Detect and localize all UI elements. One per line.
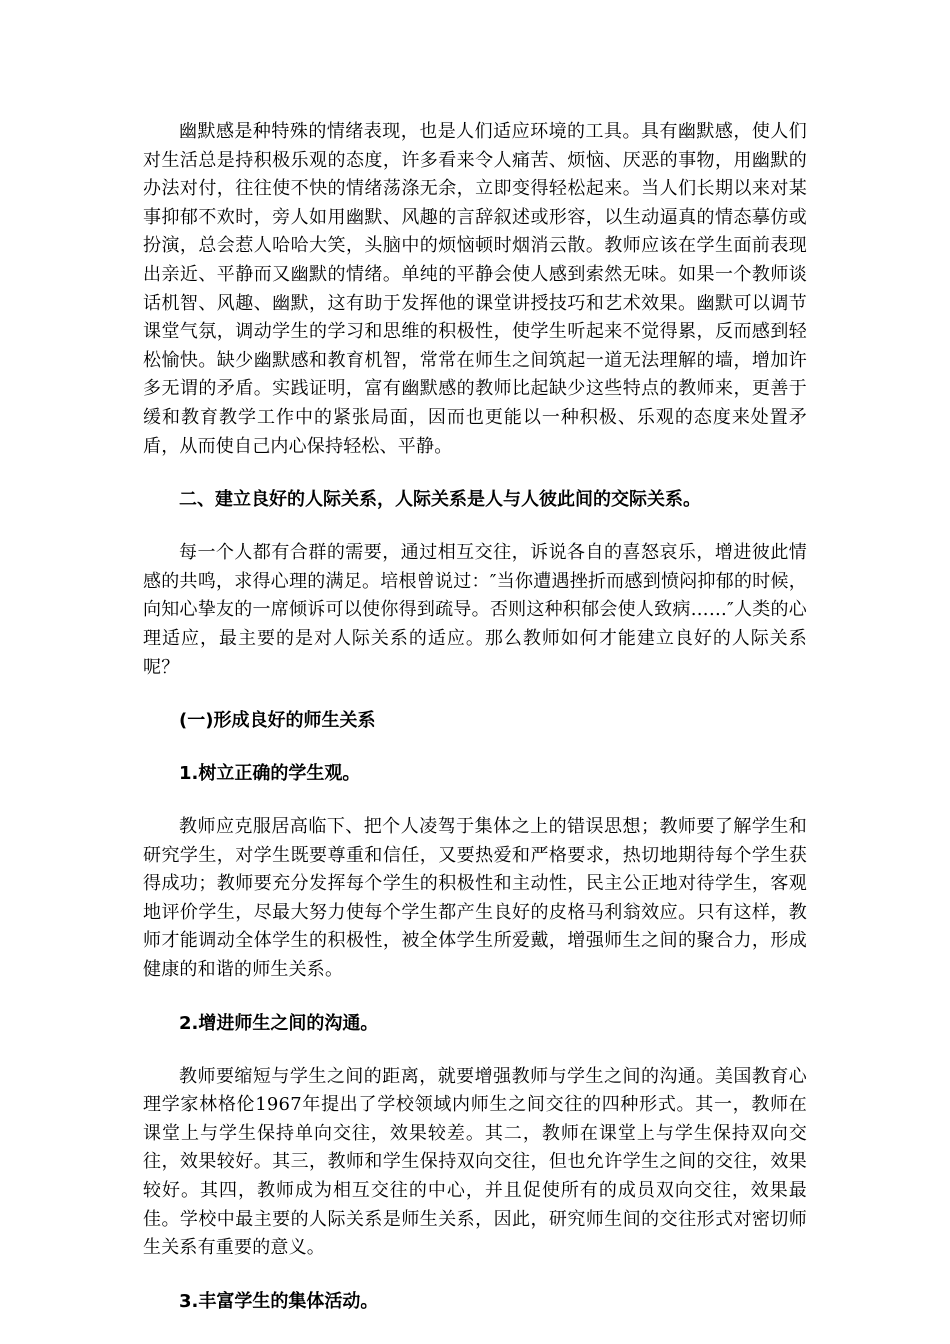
spacer: [143, 788, 807, 813]
item-heading-communication: 2.增进师生之间的沟通。: [179, 1012, 379, 1034]
spacer: [143, 1038, 807, 1063]
spacer: [143, 735, 807, 760]
spacer: [143, 514, 807, 539]
spacer: [143, 682, 807, 707]
spacer: [143, 985, 807, 1010]
paragraph-communication: 教师要缩短与学生之间的距离，就要增强教师与学生之间的沟通。美国教育心理学家林格伦1967年提出了学校领域内师生之间交往的四种形式。其一，教师在课堂上与学生保持单向交往，效果较差。其二，教师在课堂上与学生保持双向交往，效果较好。其三，教师和学生保持双向交往，但也允许学生之间的交往，效果较好。其四，教师成为相互交往的中心，并且促使所有的成员双向交往，效果最佳。学校中最主要的人际关系是师生关系，因此，研究师生间的交往形式对密切师生关系有重要的意义。: [143, 1065, 807, 1259]
paragraph-social-needs: 每一个人都有合群的需要，通过相互交往，诉说各自的喜怒哀乐，增进彼此情感的共鸣，求得心理的满足。培根曾说过：″当你遭遇挫折而感到愤闷抑郁的时候，向知心挚友的一席倾诉可以使你得到疏导。否则这种积郁会使人致病……″人类的心理适应，最主要的是对人际关系的适应。那么教师如何才能建立良好的人际关系呢？: [143, 542, 807, 678]
paragraph-humor: 幽默感是种特殊的情绪表现，也是人们适应环境的工具。具有幽默感，使人们对生活总是持积极乐观的态度，许多看来令人痛苦、烦恼、厌恶的事物，用幽默的办法对付，往往使不快的情绪荡涤无余，立即变得轻松起来。当人们长期以来对某事抑郁不欢时，旁人如用幽默、风趣的言辞叙述或形容，以生动逼真的情态摹仿或扮演，总会惹人哈哈大笑，头脑中的烦恼顿时烟消云散。教师应该在学生面前表现出亲近、平静而又幽默的情绪。单纯的平静会使人感到索然无味。如果一个教师谈话机智、风趣、幽默，这有助于发挥他的课堂讲授技巧和艺术效果。幽默可以调节课堂气氛，调动学生的学习和思维的积极性，使学生听起来不觉得累，反而感到轻松愉快。缺少幽默感和教育机智，常常在师生之间筑起一道无法理解的墙，增加许多无谓的矛盾。实践证明，富有幽默感的教师比起缺少这些特点的教师来，更善于缓和教育教学工作中的紧张局面，因而也更能以一种积极、乐观的态度来处置矛盾，从而使自己内心保持轻松、平静。: [143, 121, 807, 457]
item-heading-group-activities: 3.丰富学生的集体活动。: [179, 1290, 379, 1312]
document-page: [143, 118, 807, 1316]
subsection-heading-teacher-student: (一)形成良好的师生关系: [179, 710, 376, 732]
section-heading-relationships: 二、建立良好的人际关系，人际关系是人与人彼此间的交际关系。: [179, 489, 701, 511]
spacer: [143, 1263, 807, 1288]
spacer: [143, 461, 807, 486]
item-heading-student-view: 1.树立正确的学生观。: [179, 763, 361, 785]
paragraph-student-view: 教师应克服居高临下、把个人凌驾于集体之上的错误思想；教师要了解学生和研究学生，对学生既要尊重和信任，又要热爱和严格要求，热切地期待每个学生获得成功；教师要充分发挥每个学生的积极性和主动性，民主公正地对待学生，客观地评价学生，尽最大努力使每个学生都产生良好的皮格马利翁效应。只有这样，教师才能调动全体学生的积极性，被全体学生所爱戴，增强师生之间的聚合力，形成健康的和谐的师生关系。: [143, 816, 807, 981]
